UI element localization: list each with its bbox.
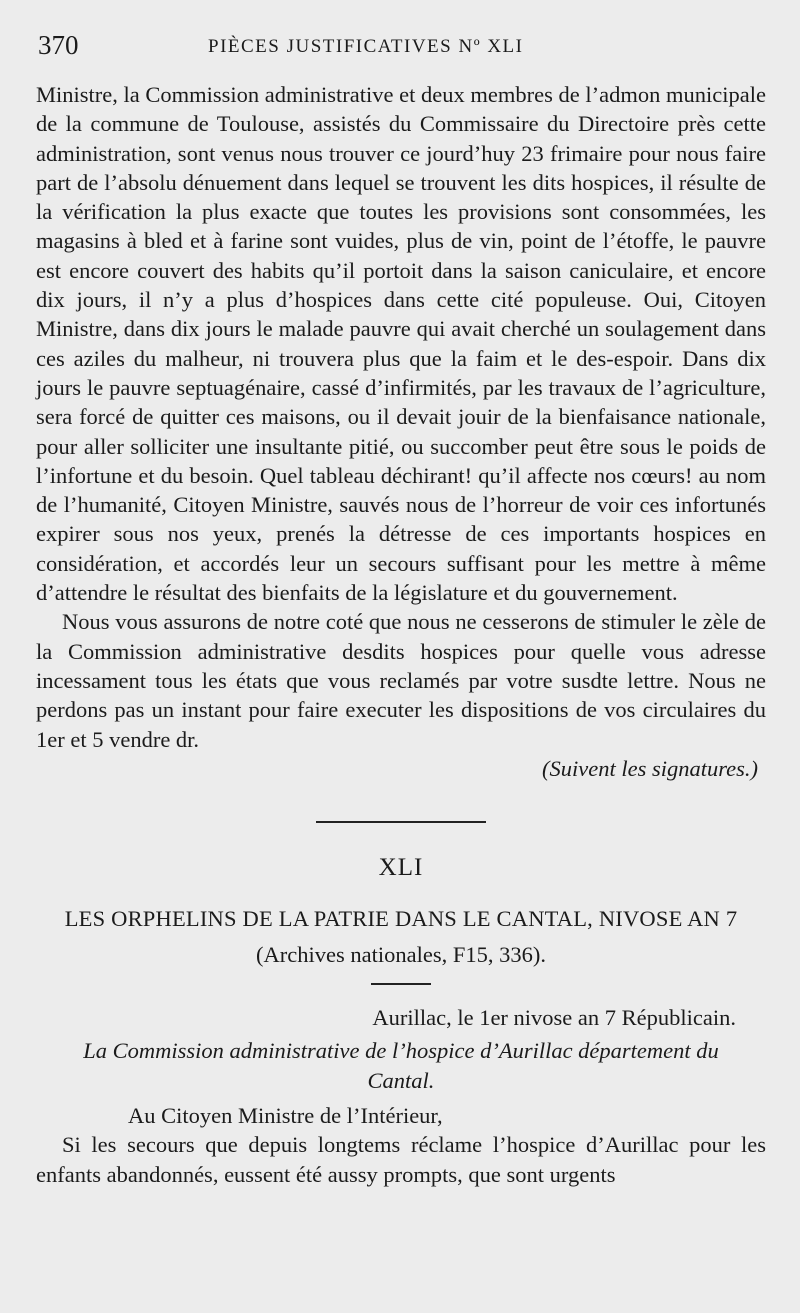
- page-header: [38, 30, 760, 66]
- dateline: Aurillac, le 1er nivose an 7 Républicain.: [372, 1005, 736, 1031]
- section-title: LES ORPHELINS DE LA PATRIE DANS LE CANTAL, NIVOSE AN 7: [64, 906, 738, 932]
- section-divider: [316, 821, 486, 823]
- letter-paragraph-1: Ministre, la Commission administrative et deux membres de l’admon municipale de la commune de Toulouse, assistés du Commissaire du Directoire près cette administration, sont venus nous trouver ce jourd’huy 23 frimaire pour nous faire part de l’absolu dénuement dans lequel se trouvent les dits hospices, il résulte de la vérification la plus exacte que toutes les provisions sont consommées, les magasins à bled et à farine sont vuides, plus de vin, point de l’étoffe, le pauvre est encore couvert des habits qu’il portoit dans la saison caniculaire, et encore dix jours, il n’y a plus d’hospices dans cette cité populeuse. Oui, Citoyen Ministre, dans dix jours le malade pauvre qui avait cherché un soulagement dans ces aziles du malheur, ni trouvera plus que la faim et le des-espoir. Dans dix jours le pauvre septuagénaire, cassé d’infirmités, par les travaux de l’agriculture, sera forcé de quitter ces maisons, ou il devait jouir de la bienfaisance nationale, pour aller solliciter une insultante pitié, ou succomber peut être sous le poids de l’infortune et du besoin. Quel tableau déchirant! qu’il affecte nos cœurs! au nom de l’humanité, Citoyen Ministre, sauvés nous de l’horreur de voir ces infortunés expirer sous nos yeux, prenés la détresse de ces importants hospices en considération, et accordés leur un secours suffisant pour les mettre à même d’attendre le résultat des bienfaits de la législature et du gouvernement.: [36, 82, 766, 606]
- commission-line-1: La Commission administrative de l’hospice d’Aurillac département du: [83, 1038, 719, 1064]
- page-body: [36, 80, 766, 1189]
- archive-source: (Archives nationales, F15, 336).: [256, 941, 546, 967]
- signatures-note: (Suivent les signatures.): [541, 755, 758, 781]
- short-divider: [371, 983, 431, 985]
- commission-line-2: Cantal.: [367, 1067, 435, 1093]
- letter-address: Au Citoyen Ministre de l’Intérieur,: [128, 1102, 443, 1128]
- running-head: PIÈCES JUSTIFICATIVES Nº XLI: [208, 36, 524, 57]
- letter-paragraph-2: Nous vous assurons de notre coté que nous ne cesserons de stimuler le zèle de la Commission administrative desdits hospices pour quelle vous adresse incessament tous les états que vous reclamés par votre susdte lettre. Nous ne perdons pas un instant pour faire executer les dispositions de vos circulaires du 1er et 5 vendre dr.: [36, 609, 766, 752]
- section-number: XLI: [378, 854, 424, 882]
- commission-heading: [36, 1036, 766, 1095]
- letter-opening: Si les secours que depuis longtems réclame l’hospice d’Aurillac pour les enfants abandonnés, eussent été aussy prompts, que sont urgents: [36, 1132, 766, 1187]
- page-number: 370: [38, 30, 79, 60]
